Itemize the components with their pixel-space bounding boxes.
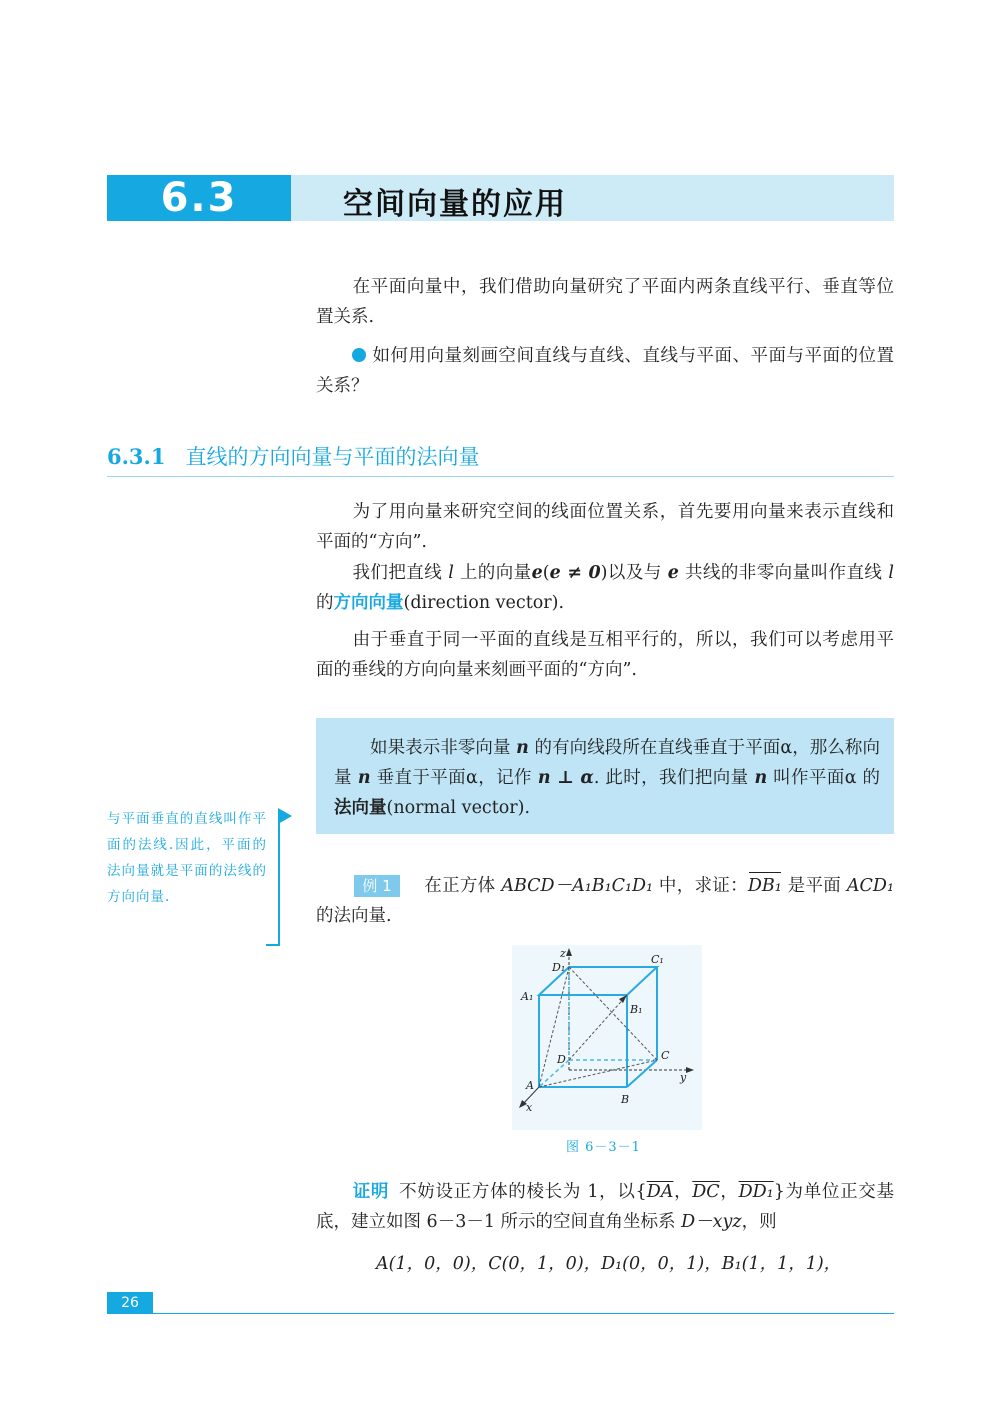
label-C1: C₁ bbox=[651, 953, 664, 966]
vector-arrow-icon bbox=[749, 872, 781, 873]
body-paragraph-3: 由于垂直于同一平面的直线是互相平行的，所以，我们可以考虑用平面的垂线的方向向量来刻画平面的“方向”. bbox=[316, 630, 894, 680]
proof-tag: 证明 bbox=[352, 1182, 390, 1202]
body-paragraph-2: 我们把直线 l 上的向量e(e ≠ 0)以及与 e 共线的非零向量叫作直线 l 的方向向量(direction vector). bbox=[316, 563, 894, 613]
label-A1: A₁ bbox=[521, 990, 534, 1003]
term-direction-vector: 方向向量 bbox=[333, 593, 404, 613]
label-B1: B₁ bbox=[630, 1003, 643, 1016]
bullet-dot-icon bbox=[352, 348, 366, 362]
example-tag: 例 1 bbox=[354, 875, 400, 897]
section-title: 空间向量的应用 bbox=[343, 187, 567, 222]
body-paragraph-1: 为了用向量来研究空间的线面位置关系，首先要用向量来表示直线和平面的“方向”. bbox=[316, 502, 894, 552]
subsection-heading bbox=[107, 441, 479, 471]
proof-coordinates: A(1，0，0)，C(0，1，0)，D₁(0，0，1)，B₁(1，1，1)， bbox=[376, 1254, 842, 1274]
example-text: 在正方体 ABCD－A₁B₁C₁D₁ 中，求证：DB₁ 是平面 ACD₁ 的法向量. bbox=[316, 871, 894, 931]
label-B: B bbox=[621, 1093, 630, 1106]
proof-paragraph: 证明 不妨设正方体的棱长为 1，以{$\overline{DA}$，$\overline{DC}$，DD₁}为单位正交基底，建立如图 6－3－1 所示的空间直角坐标系 D－xyz，则 bbox=[316, 1182, 895, 1232]
section-number: 6.3 bbox=[107, 175, 291, 221]
intro-paragraph: 在平面向量中，我们借助向量研究了平面内两条直线平行、垂直等位置关系. bbox=[316, 277, 894, 327]
vector-DC: $\overline{DC}$ bbox=[692, 1182, 720, 1202]
subsection-divider bbox=[107, 476, 894, 477]
intro-question: 如何用向量刻画空间直线与直线、直线与平面、平面与平面的位置关系？ bbox=[316, 346, 894, 396]
pointer-triangle-icon bbox=[278, 808, 292, 824]
vector-DA: $\overline{DA}$ bbox=[646, 1182, 674, 1202]
label-D: D bbox=[557, 1053, 566, 1066]
label-D1: D₁ bbox=[552, 961, 566, 974]
margin-note-bracket bbox=[266, 822, 280, 946]
label-C: C bbox=[661, 1049, 670, 1062]
vector-DB1: DB₁ bbox=[747, 876, 782, 896]
margin-note: 与平面垂直的直线叫作平面的法线.因此，平面的法向量就是平面的法线的方向向量. bbox=[107, 811, 267, 905]
vector-DD1: DD₁ bbox=[738, 1182, 774, 1202]
label-z: z bbox=[560, 947, 566, 960]
figure-caption: 图 6－3－1 bbox=[566, 1140, 641, 1155]
label-x: x bbox=[526, 1101, 533, 1114]
cube-figure bbox=[512, 945, 702, 1130]
label-y: y bbox=[680, 1071, 687, 1084]
term-normal-vector: 法向量 bbox=[334, 798, 387, 818]
subsection-number: 6.3.1 bbox=[107, 444, 166, 469]
definition-text: 如果表示非零向量 n 的有向线段所在直线垂直于平面α，那么称向量 n 垂直于平面α，记作 n ⊥ α. 此时，我们把向量 n 叫作平面α 的法向量(normal vector). bbox=[334, 738, 880, 818]
footer-line bbox=[153, 1313, 894, 1314]
subsection-title: 直线的方向向量与平面的法向量 bbox=[185, 445, 480, 469]
page-number: 26 bbox=[107, 1292, 153, 1314]
label-A: A bbox=[526, 1079, 534, 1092]
